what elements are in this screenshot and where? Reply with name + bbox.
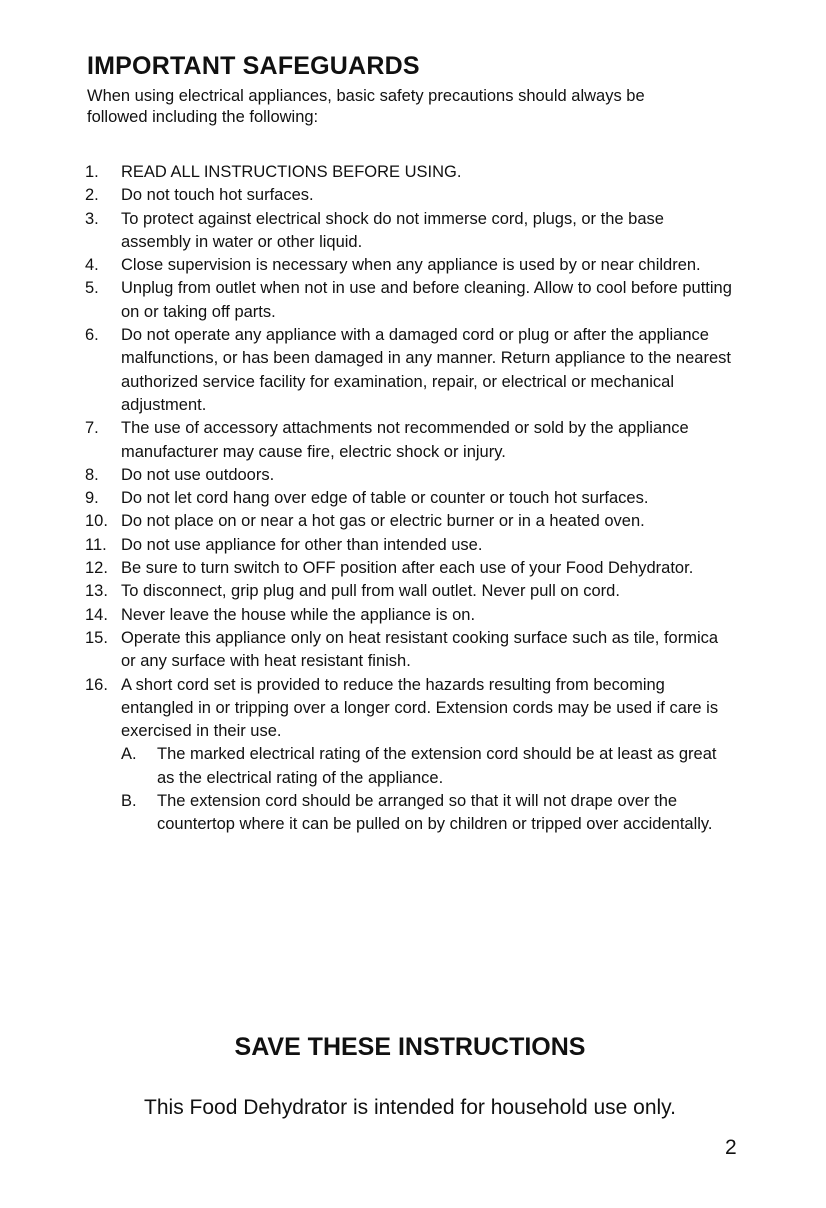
page-title: IMPORTANT SAFEGUARDS <box>87 52 420 80</box>
subitem-letter: A. <box>121 745 137 764</box>
list-item <box>85 580 735 603</box>
list-item <box>85 534 735 557</box>
item-number: 4. <box>85 256 99 275</box>
subitem-text: The marked electrical rating of the extension cord should be at least as great as the electrical rating of the appliance. <box>157 745 717 787</box>
extension-cord-sublist <box>121 743 735 836</box>
item-number: 12. <box>85 559 108 578</box>
page-number: 2 <box>725 1136 737 1159</box>
item-number: 8. <box>85 465 99 484</box>
item-number: 5. <box>85 279 99 298</box>
item-text: Close supervision is necessary when any appliance is used by or near children. <box>121 256 701 275</box>
item-number: 9. <box>85 489 99 508</box>
list-item <box>85 208 735 255</box>
item-text: Do not touch hot surfaces. <box>121 186 314 205</box>
item-text: Never leave the house while the appliance is on. <box>121 605 476 624</box>
item-text: Operate this appliance only on heat resistant cooking surface such as tile, formica or any surface with heat resistant finish. <box>121 628 719 671</box>
list-item <box>85 464 735 487</box>
item-text: To disconnect, grip plug and pull from wall outlet. Never pull on cord. <box>121 582 620 601</box>
item-number: 1. <box>85 163 99 181</box>
item-number: 11. <box>85 535 107 554</box>
item-text: Do not use outdoors. <box>121 465 275 484</box>
item-number: 15. <box>85 628 108 647</box>
item-text: Do not operate any appliance with a damaged cord or plug or after the appliance malfunctions, or has been damaged in any manner. Return appliance to the nearest authorized service facility for examination, repair, or electrical or mechanical adjustment. <box>121 326 731 414</box>
list-item <box>85 184 735 207</box>
item-number: 10. <box>85 512 108 531</box>
item-number: 6. <box>85 326 99 345</box>
list-item <box>85 277 735 324</box>
list-item <box>85 161 735 184</box>
item-text: The use of accessory attachments not recommended or sold by the appliance manufacturer may cause fire, electric shock or injury. <box>121 419 689 461</box>
list-item <box>85 557 735 580</box>
item-text: Do not use appliance for other than intended use. <box>121 535 483 554</box>
item-text: A short cord set is provided to reduce the hazards resulting from becoming entangled in or tripping over a longer cord. Extension cords may be used if care is exercised in their use. <box>121 675 719 741</box>
item-number: 3. <box>85 209 99 228</box>
item-number: 13. <box>85 582 108 601</box>
sublist-item <box>121 743 735 790</box>
list-item <box>85 324 735 417</box>
item-number: 2. <box>85 186 99 205</box>
list-item <box>85 674 735 837</box>
list-item <box>85 487 735 510</box>
item-text: READ ALL INSTRUCTIONS BEFORE USING. <box>121 163 462 181</box>
sublist-item <box>121 790 735 837</box>
list-item <box>85 254 735 277</box>
list-item <box>85 604 735 627</box>
list-item <box>85 417 735 464</box>
item-number: 14. <box>85 605 108 624</box>
safeguards-list <box>85 161 735 837</box>
household-use-note: This Food Dehydrator is intended for household use only. <box>144 1096 676 1119</box>
intro-paragraph: When using electrical appliances, basic safety precautions should always be followed including the following: <box>87 87 645 126</box>
item-text: Unplug from outlet when not in use and before cleaning. Allow to cool before putting on or taking off parts. <box>121 279 732 321</box>
list-item <box>85 627 735 674</box>
subitem-letter: B. <box>121 792 137 811</box>
subitem-text: The extension cord should be arranged so that it will not drape over the countertop where it can be pulled on by children or tripped over accidentally. <box>157 792 713 834</box>
item-text-container <box>121 674 735 837</box>
item-number: 16. <box>85 675 108 694</box>
list-item <box>85 510 735 533</box>
item-text: Be sure to turn switch to OFF position after each use of your Food Dehydrator. <box>121 559 694 578</box>
save-instructions-heading: SAVE THESE INSTRUCTIONS <box>234 1033 586 1061</box>
item-number: 7. <box>85 419 99 438</box>
item-text: Do not place on or near a hot gas or electric burner or in a heated oven. <box>121 512 645 531</box>
item-text: Do not let cord hang over edge of table or counter or touch hot surfaces. <box>121 489 649 508</box>
item-text: To protect against electrical shock do not immerse cord, plugs, or the base assembly in water or other liquid. <box>121 209 664 251</box>
